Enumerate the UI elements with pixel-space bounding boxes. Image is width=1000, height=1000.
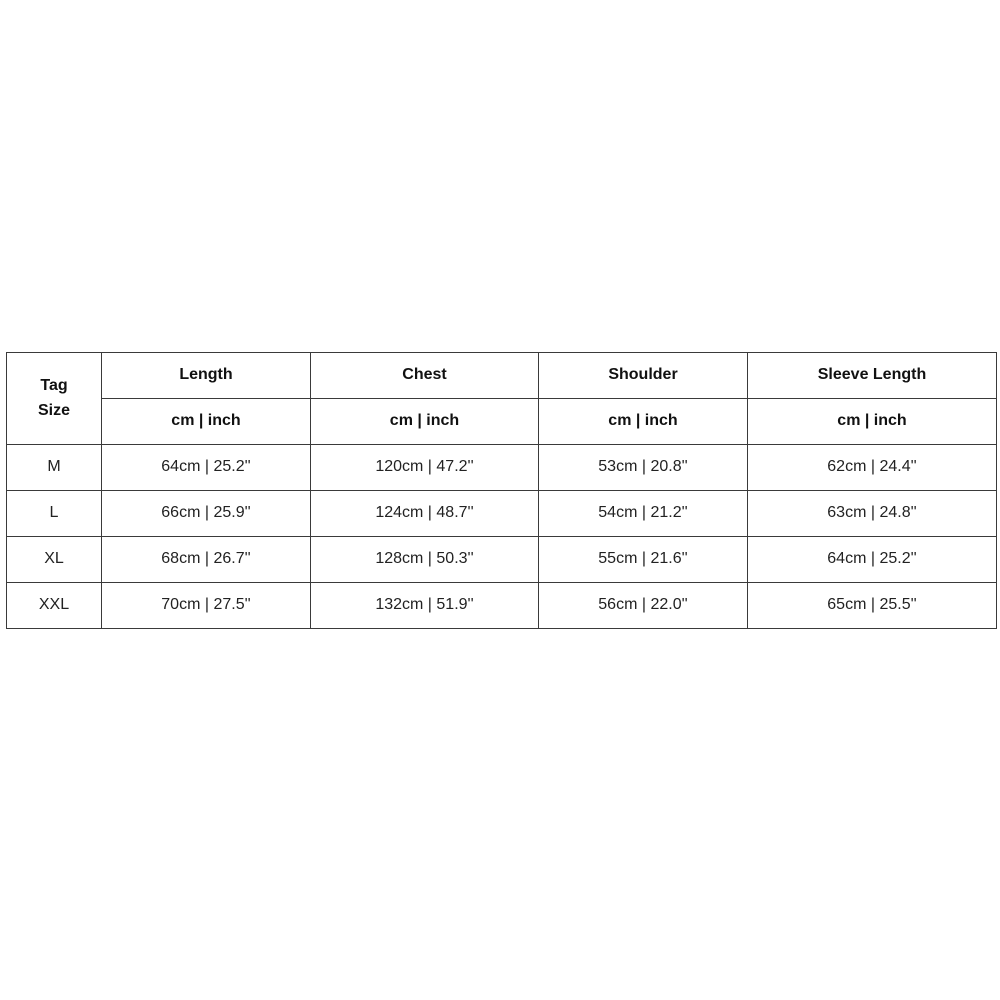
length-cell: 66cm | 25.9'' <box>102 491 311 537</box>
table-row <box>7 491 997 537</box>
chest-cell: 124cm | 48.7'' <box>311 491 539 537</box>
size-cell: L <box>7 491 102 537</box>
tag-size-header <box>7 353 102 445</box>
shoulder-cell: 54cm | 21.2'' <box>539 491 748 537</box>
chest-cell: 132cm | 51.9'' <box>311 583 539 629</box>
column-header-chest: Chest <box>311 353 539 399</box>
column-header-length: Length <box>102 353 311 399</box>
table-row <box>7 537 997 583</box>
length-cell: 68cm | 26.7'' <box>102 537 311 583</box>
sleeve-length-cell: 63cm | 24.8'' <box>748 491 997 537</box>
shoulder-cell: 56cm | 22.0'' <box>539 583 748 629</box>
sleeve-length-cell: 65cm | 25.5'' <box>748 583 997 629</box>
unit-header-length: cm | inch <box>102 399 311 445</box>
shoulder-cell: 55cm | 21.6'' <box>539 537 748 583</box>
size-cell: XXL <box>7 583 102 629</box>
unit-header-chest: cm | inch <box>311 399 539 445</box>
chest-cell: 120cm | 47.2'' <box>311 445 539 491</box>
size-chart-table <box>6 352 997 629</box>
unit-header-sleeve-length: cm | inch <box>748 399 997 445</box>
units-row <box>7 399 997 445</box>
table-row <box>7 445 997 491</box>
size-cell: M <box>7 445 102 491</box>
length-cell: 70cm | 27.5'' <box>102 583 311 629</box>
header-row <box>7 353 997 399</box>
sleeve-length-cell: 64cm | 25.2'' <box>748 537 997 583</box>
chest-cell: 128cm | 50.3'' <box>311 537 539 583</box>
column-header-shoulder: Shoulder <box>539 353 748 399</box>
tag-label: Tag <box>40 376 68 394</box>
size-cell: XL <box>7 537 102 583</box>
shoulder-cell: 53cm | 20.8'' <box>539 445 748 491</box>
sleeve-length-cell: 62cm | 24.4'' <box>748 445 997 491</box>
column-header-sleeve-length: Sleeve Length <box>748 353 997 399</box>
table-row <box>7 583 997 629</box>
unit-header-shoulder: cm | inch <box>539 399 748 445</box>
length-cell: 64cm | 25.2'' <box>102 445 311 491</box>
size-label: Size <box>37 401 70 419</box>
